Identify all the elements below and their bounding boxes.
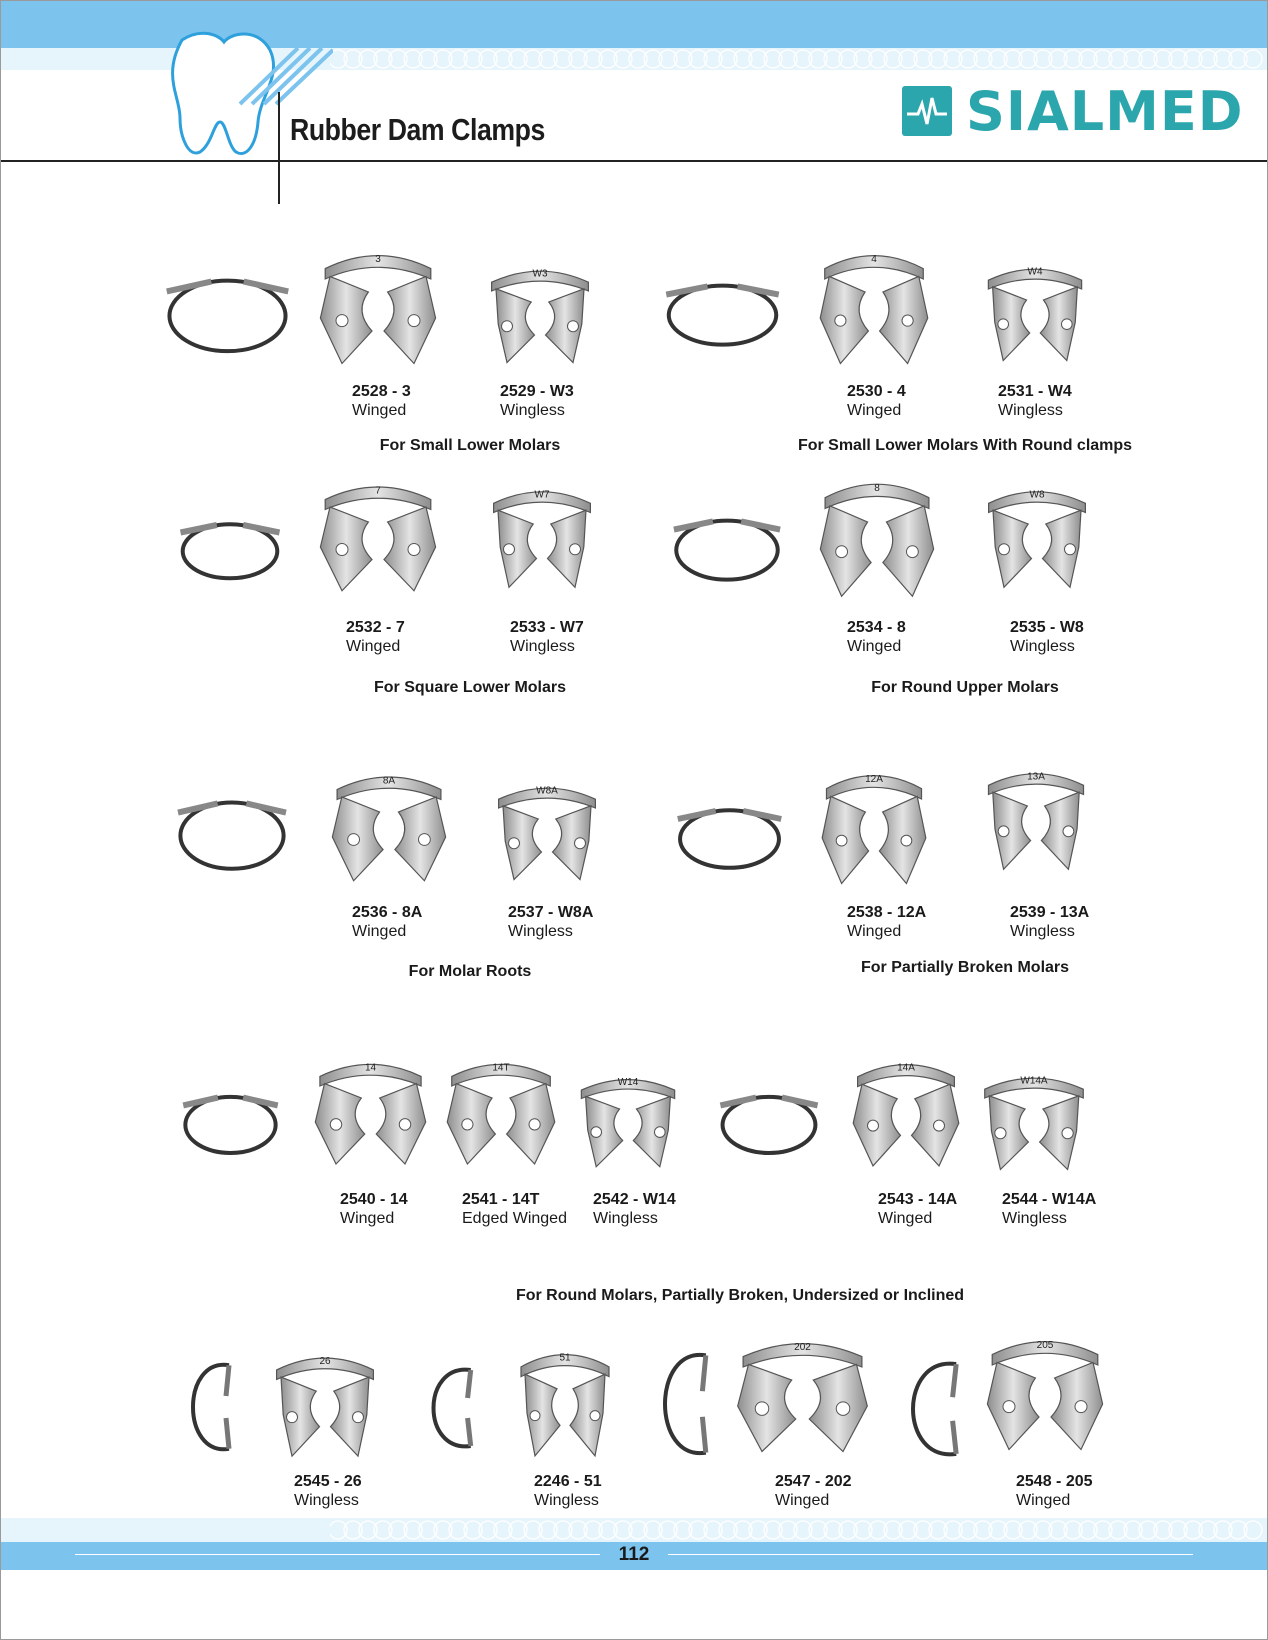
decorative-ring-pattern-footer [330, 1518, 1268, 1542]
clamp-5-0 [820, 760, 928, 890]
brand-logo [902, 80, 1244, 143]
svg-text:W14: W14 [617, 1076, 639, 1088]
product-label [500, 382, 574, 420]
clamp-type: Wingless [1010, 638, 1075, 655]
group-caption: For Small Lower Molars With Round clamps [797, 437, 1133, 454]
svg-text:12A: 12A [865, 774, 883, 786]
product-code: 2544 - W14A [1002, 1191, 1097, 1208]
clamp-type: Edged Winged [462, 1210, 567, 1227]
product-code: 2542 - W14 [593, 1191, 676, 1208]
svg-text:7: 7 [375, 485, 381, 497]
clamp-type: Winged [352, 402, 407, 419]
product-label [294, 1472, 362, 1510]
clamp-7-1 [515, 1340, 615, 1462]
product-code: 2539 - 13A [1010, 904, 1090, 921]
clamp-7-3 [985, 1326, 1105, 1456]
clamp-type: Winged [775, 1492, 830, 1509]
side-view-clamp [178, 1352, 238, 1462]
clamp-type: Winged [847, 638, 902, 655]
product-code: 2548 - 205 [1016, 1473, 1093, 1490]
product-label [1002, 1190, 1096, 1228]
brand-name: SIALMED [966, 80, 1244, 143]
clamp-5-1 [982, 760, 1090, 875]
clamp-1-1 [982, 256, 1088, 366]
clamp-type: Winged [847, 402, 902, 419]
svg-text:W3: W3 [532, 268, 548, 280]
side-view-clamp [178, 1082, 283, 1160]
svg-text:14A: 14A [897, 1062, 915, 1074]
group-caption: For Partially Broken Molars [860, 959, 1070, 976]
svg-text:26: 26 [319, 1356, 331, 1368]
product-label [534, 1472, 602, 1510]
svg-text:8: 8 [874, 482, 880, 494]
svg-text:8A: 8A [382, 775, 396, 787]
group-caption: For Round Upper Molars [871, 679, 1059, 696]
product-code: 2541 - 14T [462, 1191, 540, 1208]
clamp-type: Winged [878, 1210, 933, 1227]
product-label [1010, 903, 1089, 941]
product-label [593, 1190, 676, 1228]
svg-text:W14A: W14A [1020, 1075, 1048, 1087]
clamp-7-2 [735, 1328, 870, 1458]
clamp-type: Wingless [1010, 923, 1075, 940]
svg-text:W4: W4 [1027, 266, 1043, 278]
product-label [1016, 1472, 1093, 1510]
product-label [775, 1472, 852, 1510]
clamp-type: Winged [346, 638, 401, 655]
product-code: 2545 - 26 [294, 1473, 362, 1490]
clamp-6-4 [978, 1065, 1090, 1175]
clamp-2-0 [318, 472, 438, 597]
clamp-type: Wingless [998, 402, 1063, 419]
clamp-type: Winged [847, 923, 902, 940]
group-caption: For Square Lower Molars [373, 679, 567, 696]
clamp-type: Wingless [593, 1210, 658, 1227]
page-title: Rubber Dam Clamps [290, 112, 545, 147]
group-caption: For Small Lower Molars [379, 437, 561, 454]
product-code: 2528 - 3 [352, 383, 411, 400]
svg-text:13A: 13A [1027, 771, 1045, 783]
product-code: 2543 - 14A [878, 1191, 958, 1208]
header-stripes-decoration [238, 46, 333, 106]
product-code: 2537 - W8A [508, 904, 594, 921]
clamp-type: Wingless [500, 402, 565, 419]
decorative-ring-pattern [330, 48, 1268, 70]
page-number: 112 [600, 1544, 668, 1566]
product-code: 2246 - 51 [534, 1473, 602, 1490]
product-label [998, 382, 1072, 420]
product-label [1010, 618, 1084, 656]
svg-text:51: 51 [559, 1352, 571, 1364]
product-label [847, 618, 906, 656]
side-view-clamp [175, 510, 285, 585]
product-label [878, 1190, 957, 1228]
svg-text:14T: 14T [492, 1062, 510, 1074]
product-code: 2529 - W3 [500, 383, 574, 400]
side-view-clamp [715, 1082, 823, 1160]
product-code: 2536 - 8A [352, 904, 423, 921]
clamp-6-1 [445, 1050, 557, 1170]
svg-text:W7: W7 [534, 489, 550, 501]
clamp-type: Winged [1016, 1492, 1071, 1509]
side-view-clamp [660, 270, 785, 352]
svg-text:202: 202 [794, 1342, 811, 1354]
svg-text:4: 4 [871, 254, 877, 266]
clamp-3-0 [818, 468, 936, 603]
product-code: 2530 - 4 [847, 383, 906, 400]
clamp-6-0 [313, 1050, 428, 1170]
clamp-2-1 [487, 478, 597, 593]
side-view-clamp [648, 1340, 716, 1468]
clamp-0-1 [485, 258, 595, 368]
clamp-6-2 [575, 1067, 681, 1172]
clamp-type: Wingless [508, 923, 573, 940]
clamp-type: Winged [340, 1210, 395, 1227]
side-view-clamp [895, 1350, 967, 1468]
product-label [352, 382, 411, 420]
clamp-0-0 [318, 240, 438, 370]
clamp-6-3 [851, 1050, 961, 1172]
svg-text:3: 3 [375, 254, 381, 266]
product-label [346, 618, 405, 656]
side-view-clamp [172, 785, 292, 877]
product-code: 2534 - 8 [847, 619, 906, 636]
heartbeat-icon [902, 86, 952, 136]
clamp-4-0 [330, 762, 448, 887]
clamp-type: Winged [352, 923, 407, 940]
product-code: 2535 - W8 [1010, 619, 1084, 636]
header-rule [0, 160, 1268, 162]
svg-text:205: 205 [1036, 1340, 1054, 1352]
product-label [847, 903, 926, 941]
clamp-7-0 [270, 1344, 380, 1462]
product-code: 2547 - 202 [775, 1473, 852, 1490]
product-code: 2532 - 7 [346, 619, 405, 636]
product-code: 2533 - W7 [510, 619, 584, 636]
product-label [508, 903, 593, 941]
side-view-clamp [160, 262, 295, 360]
clamp-3-1 [982, 478, 1092, 593]
svg-text:W8: W8 [1029, 489, 1045, 501]
clamp-4-1 [492, 775, 602, 885]
side-view-clamp [672, 795, 787, 875]
product-code: 2531 - W4 [998, 383, 1072, 400]
clamp-type: Wingless [510, 638, 575, 655]
side-view-clamp [668, 505, 786, 587]
clamp-type: Wingless [1002, 1210, 1067, 1227]
clamp-1-0 [818, 240, 930, 370]
side-view-clamp [418, 1358, 480, 1458]
product-code: 2540 - 14 [340, 1191, 408, 1208]
header-vertical-rule [278, 92, 280, 204]
product-label [462, 1190, 567, 1228]
product-label [340, 1190, 408, 1228]
product-label [847, 382, 906, 420]
product-label [352, 903, 422, 941]
svg-text:14: 14 [364, 1062, 377, 1074]
svg-text:W8A: W8A [536, 785, 558, 797]
group-caption: For Round Molars, Partially Broken, Undersized or Inclined [515, 1287, 965, 1304]
product-label [510, 618, 584, 656]
clamp-type: Wingless [534, 1492, 599, 1509]
clamp-type: Wingless [294, 1492, 359, 1509]
group-caption: For Molar Roots [408, 963, 532, 980]
product-code: 2538 - 12A [847, 904, 927, 921]
